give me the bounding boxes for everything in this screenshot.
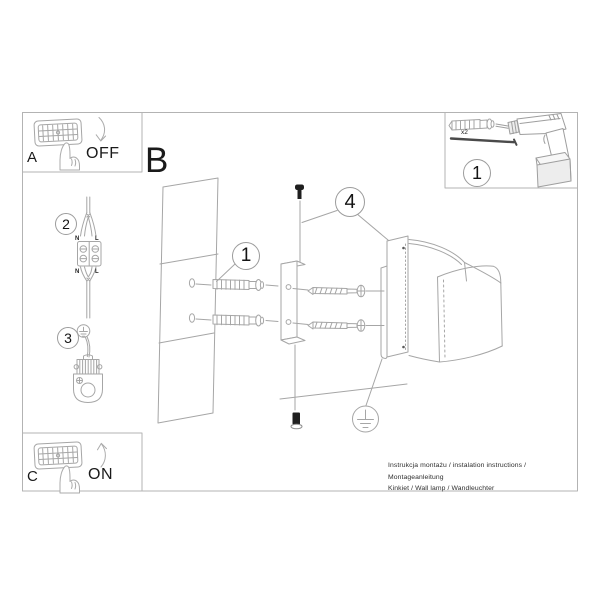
callout-step-3-number: 3: [64, 330, 72, 346]
wall-plug-icon: [213, 280, 264, 291]
hand-press-icon: [60, 466, 80, 493]
cover-screw-top-icon: [295, 185, 304, 263]
wire-connector-icon: [78, 197, 102, 318]
mounting-ring-icon: [74, 337, 103, 403]
switch-on-label: ON: [88, 466, 113, 483]
mounting-bracket: [281, 261, 305, 344]
callout-step-2-number: 2: [62, 216, 70, 232]
wire-n-label: N: [75, 269, 80, 275]
callout-step-4: [335, 187, 365, 217]
callout-step-4-number: 4: [344, 190, 356, 213]
rocker-switch-icon: [34, 119, 82, 146]
callout-leader-lines: [217, 211, 408, 406]
callout-tools-1: [463, 159, 491, 187]
callout-tools-1-number: 1: [471, 162, 482, 183]
curved-arrow-up-icon: [98, 443, 107, 467]
callout-step-1: [232, 242, 260, 270]
callout-step-2: [55, 213, 77, 235]
callout-step-3: [57, 327, 79, 349]
wall-panel: [158, 178, 218, 423]
screw-icon: [451, 139, 517, 145]
switch-off-label: OFF: [86, 145, 120, 162]
screw-icon: [308, 285, 365, 297]
rocker-switch-icon: [34, 442, 82, 469]
leader-lines: [266, 285, 278, 322]
footer-line-2: Kinkiet / Wall lamp / Wandleuchter: [388, 485, 495, 493]
drill-icon: [496, 114, 571, 188]
section-a-label: A: [27, 149, 38, 166]
lamp-body: [381, 236, 502, 362]
section-c-label: C: [27, 468, 38, 485]
wall-plug-icon: [449, 119, 494, 130]
hand-press-icon: [60, 143, 80, 170]
footer-caption: [388, 460, 574, 495]
wire-l-label: L: [95, 236, 99, 242]
callout-step-1-number: 1: [240, 245, 252, 266]
wire-l-label: L: [95, 269, 99, 275]
dowel-quantity-label: x2: [461, 129, 468, 136]
ground-symbol-icon: [77, 325, 90, 338]
footer-line-1: Instrukcja montażu / instalation instructions / Montageanleitung: [388, 462, 527, 481]
ground-symbol-icon: [353, 406, 379, 432]
wall-plug-icon: [213, 315, 264, 326]
curved-arrow-down-icon: [96, 118, 105, 142]
layout-frame: [23, 113, 578, 492]
cover-screw-bottom-icon: [291, 345, 302, 429]
section-b-label: B: [145, 141, 169, 180]
wire-n-label: N: [75, 236, 80, 242]
screw-icon: [308, 320, 365, 332]
